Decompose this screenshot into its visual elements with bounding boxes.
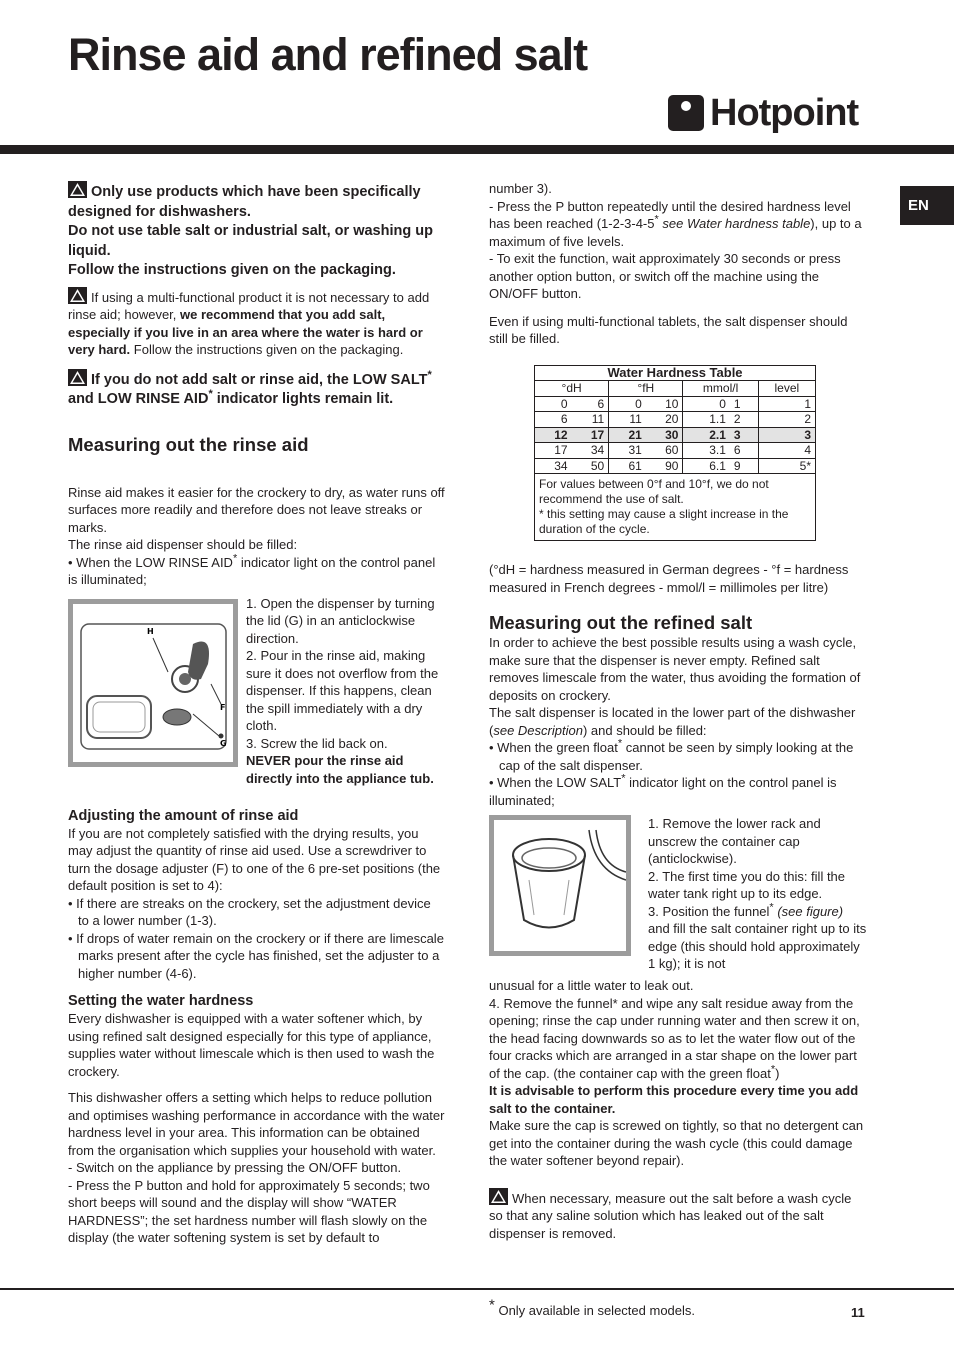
table-header: °dH — [535, 381, 609, 397]
warning-icon — [68, 369, 87, 386]
salt-funnel-illustration — [494, 820, 626, 951]
salt-intro: In order to achieve the best possible results using a wash cycle, make sure that the dispenser is never empty. Refined salt removes limescale from the water, thus avoiding the formation of deposits on crockery. — [489, 635, 861, 703]
salt-warning: When necessary, measure out the salt before a wash cycle so that any saline solution which has leaked out of the salt dispenser is removed. — [489, 1188, 867, 1243]
rinse-dispenser-figure — [68, 599, 238, 767]
salt-steps: 1. Remove the lower rack and unscrew the container cap (anticlockwise). 2. The first time you do this: fill the water tank right up to its edge. 3. Position the funnel* (see figure) and fill the salt container right up to its edge (this should hold approximately 1 kg); it is not — [648, 816, 867, 971]
hardness-heading: Setting the water hardness — [68, 993, 254, 1009]
warning-indicator-lights: If you do not add salt or rinse aid, the LOW SALT* and LOW RINSE AID* indicator lights remain lit. — [68, 368, 432, 407]
label-g: G — [220, 738, 227, 748]
rinse-never-note: NEVER pour the rinse aid directly into the appliance tub. — [246, 753, 434, 786]
rinse-figure-block — [68, 595, 445, 801]
units-note: (°dH = hardness measured in German degrees - °f = hardness measured in French degrees - mmol/l = millimoles per litre) — [489, 562, 849, 595]
hardness-p4: - Press the P button and hold for approximately 5 seconds; two short beeps will sound and the display will show “WATER HARDNESS”; the set hardness number will flash slowly on the display (the water softening system is set by default to — [68, 1177, 430, 1245]
language-tab: EN — [900, 186, 954, 225]
label-h: H — [147, 626, 154, 636]
warning-icon — [489, 1188, 508, 1205]
right-column: number 3). - Press the P button repeatedly until the desired hardness level has been reached (1-2-3-4-5* see Water hardness table), up to a maximum of five levels. - To exit the function, wait approximately 30 seconds or press another option button, or switch off the machine using the ON/OFF button. Even if using multi-functional tablets, the salt dispenser should still be filled. Water Hardness Table °dH °fH mmol/l level 0 6 0 10 0 1 1 6 11 11 20 1.1 2 2 12 17 21 30 2.1 3 3 17 34 31 60 3.1 6 4 34 50 61 90 6.1 9 5* For values between 0°f and 10°f, we do not recommend the use of salt. * this setting may cause a slight increase in the duration of the cycle. (°dH = hardness measured in German degrees - °f = hardness measured in French degrees - mmol/l = millimoles per litre) Measuring out the refined salt In order to achieve the best possible results using a wash cycle, make sure that the dispenser is never empty. Refined salt removes limescale from the water, thus avoiding the formation of deposits on crockery. The salt dispenser is located in the lower part of the dishwasher (see Description) and should be filled: • When the green float* cannot be seen by simply looking at the cap of the salt dispenser. • When the LOW SALT* indicator light on the control panel is illuminated; 1. Remove the lower rack and unscrew the container cap (anticlockwise). 2. The first time you do this: fill the water tank right up to its edge. 3. Position the funnel* (see figure) and fill the salt container right up to its edge (this should hold approximately 1 kg); it is not unusual for a little water to leak out. 4. Remove the funnel* and wipe any salt residue away from the opening; rinse the cap under running water and then screw it on, the head facing downwards so as to let the water flow out of the four cracks which are arranged in a star shape on the lower part of the cap. (the container cap with the green float*) It is advisable to perform this procedure every time you add salt to the container. Make sure the cap is screwed on tightly, so that no detergent can get into the container during the wash cycle (this could damage the water softener beyond repair). When necessary, measure out the salt before a wash cycle so that any saline solution which has leaked out of the salt dispenser is removed. — [489, 181, 867, 1241]
rinse-dispenser-illustration — [73, 604, 233, 762]
brand-logo — [668, 93, 868, 133]
header-rule — [0, 145, 954, 154]
salt-funnel-figure — [489, 815, 631, 956]
hardness-step-exit: - To exit the function, wait approximately 30 seconds or press another option button, or switch off the machine using the ON/OFF button. — [489, 251, 841, 301]
table-notes: For values between 0°f and 10°f, we do not recommend the use of salt. * this setting may cause a slight increase in the duration of the cycle. — [535, 474, 816, 541]
table-row: 34 50 61 90 6.1 9 5* — [535, 458, 816, 474]
footer-rule — [0, 1288, 954, 1290]
table-row: 6 11 11 20 1.1 2 2 — [535, 412, 816, 428]
warning-multifunction: If using a multi-functional product it is not necessary to add rinse aid; however, we recommend that you add salt, especially if you live in an area where the water is hard or very hard. Follow the instructions given on the packaging. — [68, 287, 445, 359]
rinse-intro: Rinse aid makes it easier for the crockery to dry, as water runs off surfaces more readily and therefore does not leave streaks or marks. — [68, 484, 445, 535]
table-title: Water Hardness Table — [535, 365, 816, 381]
adjust-bullet-1: • If there are streaks on the crockery, set the adjustment device to a lower number (1-3). — [68, 895, 431, 928]
adjust-heading: Adjusting the amount of rinse aid — [68, 807, 299, 824]
multifunction-note: Even if using multi-functional tablets, the salt dispenser should still be filled. — [489, 313, 848, 346]
table-header: °fH — [609, 381, 683, 397]
water-hardness-table — [534, 365, 816, 542]
adjust-bullet-2: • If drops of water remain on the crockery or if there are limescale marks present after the cycle has finished, set the adjuster to a higher number (4-6). — [68, 930, 444, 981]
salt-heading: Measuring out the refined salt — [489, 612, 753, 633]
brand-name: Hotpoint — [710, 92, 859, 134]
rinse-steps: 1. Open the dispenser by turning the lid (G) in an anticlockwise direction. 2. Pour in the rinse aid, making sure it does not overflow from the dispenser. If this happens, clean the spill immediately with a dry cloth. 3. Screw the lid back on. NEVER pour the rinse aid directly into the appliance tub. — [246, 595, 446, 788]
warning-icon — [68, 181, 87, 198]
rinse-fill-lead: The rinse aid dispenser should be filled: — [68, 537, 298, 552]
table-header: mmol/l — [683, 381, 758, 397]
salt-bullet-1: • When the green float* cannot be seen by simply looking at the cap of the salt dispenser. — [489, 737, 854, 773]
warning-icon — [68, 287, 87, 304]
page-title: Rinse aid and refined salt — [68, 29, 588, 80]
rinse-aid-heading: Measuring out the rinse aid — [68, 433, 309, 455]
hotpoint-logo-icon — [668, 95, 704, 131]
salt-cap-note: Make sure the cap is screwed on tightly, so that no detergent can get into the container during the wash cycle (this could damage the water softener beyond repair). — [489, 1118, 864, 1168]
salt-bullet-2: • When the LOW SALT* indicator light on the control panel is illuminated; — [489, 772, 837, 808]
hardness-p1: Every dishwasher is equipped with a water softener which, by using refined salt designed especially for this type of appliance, supplies water without limescale which is then used to wash the crockery. — [68, 1011, 435, 1079]
table-row-highlighted: 12 17 21 30 2.1 3 3 — [535, 427, 816, 443]
salt-figure-block — [489, 815, 867, 977]
rinse-fill-bullet: • When the LOW RINSE AID* indicator light on the control panel is illuminated; — [68, 552, 436, 587]
salt-step-4: 4. Remove the funnel* and wipe any salt residue away from the opening; rinse the cap under running water and then screw it on, the head facing downwards so as to let the water flow out of the four cracks which are arranged in a star shape on the lower part of the cap. (the container cap with the green float*) — [489, 995, 860, 1081]
page-number: 11 — [851, 1305, 865, 1320]
salt-advice: It is advisable to perform this procedure every time you add salt to the container. — [489, 1083, 859, 1116]
table-row: 0 6 0 10 0 1 1 — [535, 396, 816, 412]
footnote: * Only available in selected models. — [489, 1296, 696, 1318]
adjust-text: If you are not completely satisfied with the drying results, you may adjust the quantity of rinse aid used. Use a screwdriver to turn the dosage adjuster (F) to one of the 6 pre-set positions (the default position is set to 4): — [68, 825, 441, 893]
salt-location: The salt dispenser is located in the lower part of the dishwasher (see Description) and should be filled: — [489, 705, 856, 738]
hardness-p3: - Switch on the appliance by pressing the ON/OFF button. — [68, 1160, 402, 1175]
left-column — [68, 181, 445, 1247]
table-row: 17 34 31 60 3.1 6 4 — [535, 443, 816, 459]
label-f: F — [220, 702, 226, 712]
table-header: level — [758, 381, 815, 397]
hardness-p2: This dishwasher offers a setting which helps to reduce pollution and optimises washing performance in accordance with the water hardness level in your area. This information can be obtained from the organisation which supplies your household with water. — [68, 1090, 445, 1158]
hardness-step-press: - Press the P button repeatedly until the desired hardness level has been reached (1-2-3-4-5* see Water hardness table), up to a maximum of five levels. — [489, 198, 862, 249]
warning-products: Only use products which have been specifically designed for dishwashers. Do not use table salt or industrial salt, or washing up liquid. Follow the instructions given on the packaging. — [68, 181, 445, 281]
water-hardness-table-wrap — [534, 365, 867, 542]
